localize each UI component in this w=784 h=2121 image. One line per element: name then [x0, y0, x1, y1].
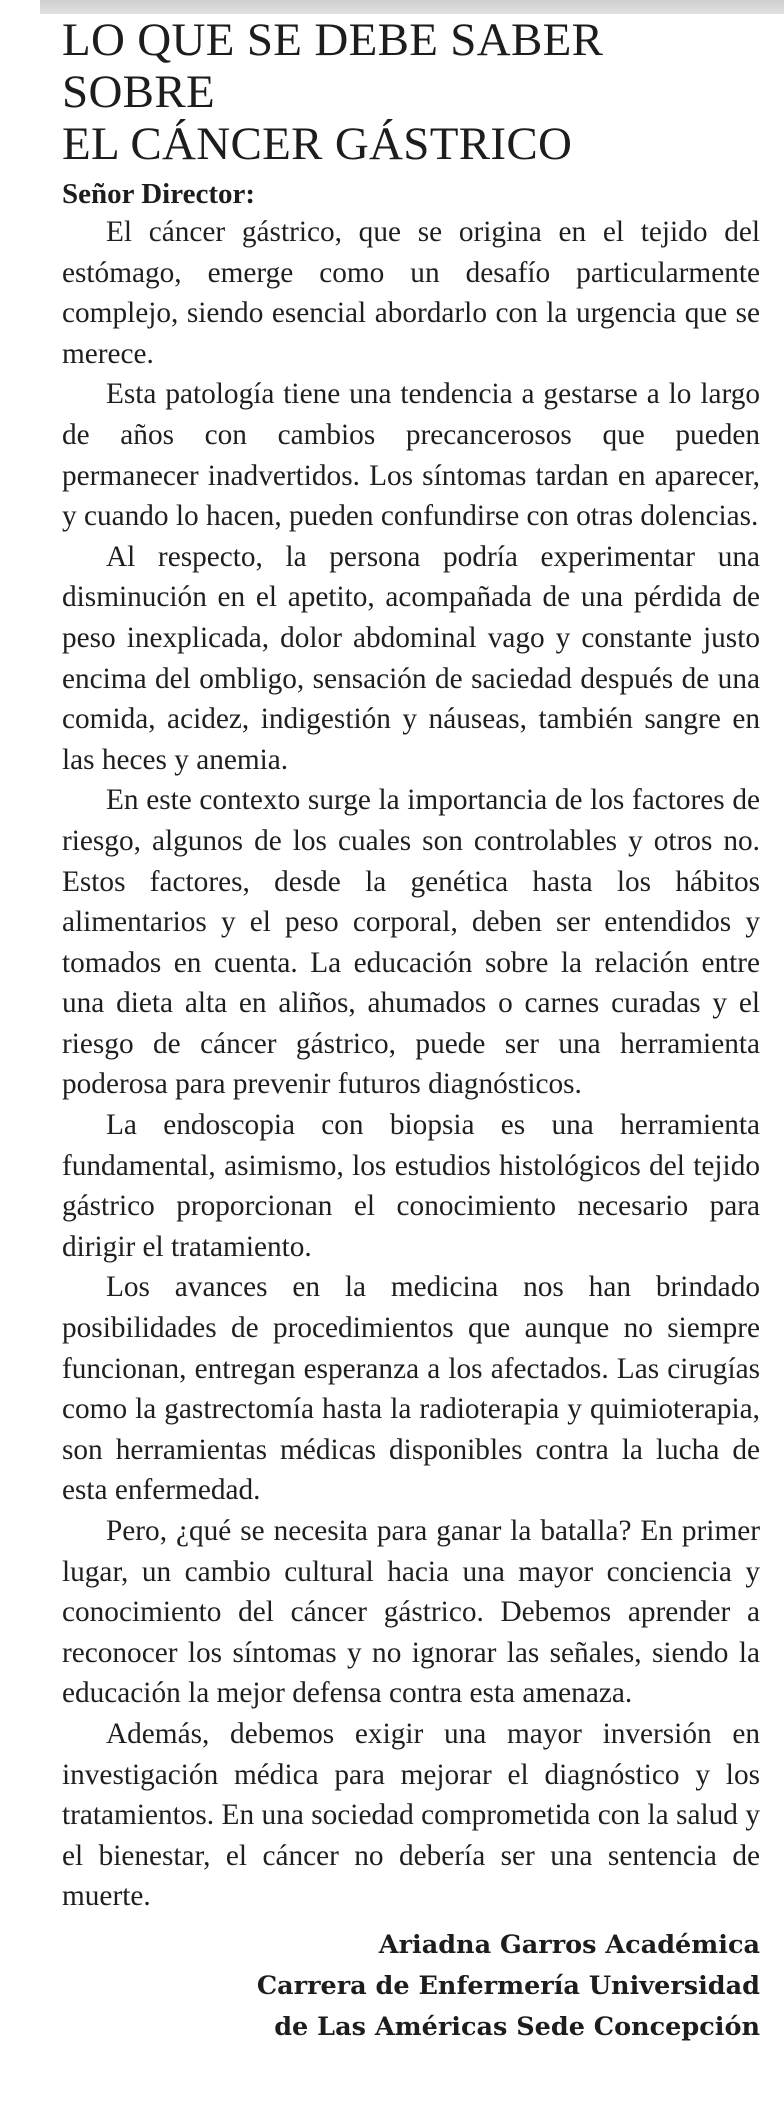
letter-article — [62, 14, 760, 2048]
headline-line-2: EL CÁNCER GÁSTRICO — [62, 118, 573, 170]
paragraph-7: Pero, ¿qué se necesita para ganar la batalla? En primer lugar, un cambio cultural hacia una mayor conciencia y conocimiento del cáncer gástrico. Debemos aprender a reconocer los síntomas y no ignorar las señales, siendo la educación la mejor defensa contra esta amenaza. — [62, 1515, 760, 1710]
letter-body — [62, 212, 760, 1917]
top-rule — [40, 0, 784, 14]
paragraph-6: Los avances en la medicina nos han brindado posibilidades de procedimientos que aunque no siempre funcionan, entregan esperanza a los afectados. Las cirugías como la gastrectomía hasta la radioterapia y quimioterapia, son herramientas médicas disponibles contra la lucha de esta enfermedad. — [62, 1271, 760, 1507]
paragraph-2: Esta patología tiene una tendencia a gestarse a lo largo de años con cambios precancerosos que pueden permanecer inadvertidos. Los síntomas tardan en aparecer, y cuando lo hacen, pueden confundirse con otras dolencias. — [62, 378, 760, 533]
signature-line-2: Carrera de Enfermería Universidad — [256, 1970, 760, 2001]
signature-line-3: de Las Américas Sede Concepción — [274, 2011, 760, 2042]
paragraph-3: Al respecto, la persona podría experimentar una disminución en el apetito, acompañada de una pérdida de peso inexplicada, dolor abdominal vago y constante justo encima del ombligo, sensación de saciedad después de una comida, acidez, indigestión y náuseas, también sangre en las heces y anemia. — [62, 540, 760, 776]
paragraph-5: La endoscopia con biopsia es una herramienta fundamental, asimismo, los estudios histológicos del tejido gástrico proporcionan el conocimiento necesario para dirigir el tratamiento. — [62, 1109, 760, 1263]
salutation: Señor Director: — [62, 178, 256, 210]
paragraph-4: En este contexto surge la importancia de los factores de riesgo, algunos de los cuales son controlables y otros no. Estos factores, desde la genética hasta los hábitos alimentarios y el peso corporal, deben ser entendidos y tomados en cuenta. La educación sobre la relación entre una dieta alta en aliños, ahumados o carnes curadas y el riesgo de cáncer gástrico, puede ser una herramienta poderosa para prevenir futuros diagnósticos. — [62, 784, 760, 1101]
paragraph-8: Además, debemos exigir una mayor inversión en investigación médica para mejorar el diagnóstico y los tratamientos. En una sociedad comprometida con la salud y el bienestar, el cáncer no debería ser una sentencia de muerte. — [62, 1717, 760, 1913]
signature-line-1: Ariadna Garros Académica — [378, 1929, 760, 1960]
headline-line-1: LO QUE SE DEBE SABER SOBRE — [62, 14, 604, 118]
paragraph-1: El cáncer gástrico, que se origina en el tejido del estómago, emerge como un desafío particularmente complejo, siendo esencial abordarlo con la urgencia que se merece. — [62, 216, 760, 370]
headline — [62, 14, 760, 170]
signature — [62, 1925, 760, 2048]
